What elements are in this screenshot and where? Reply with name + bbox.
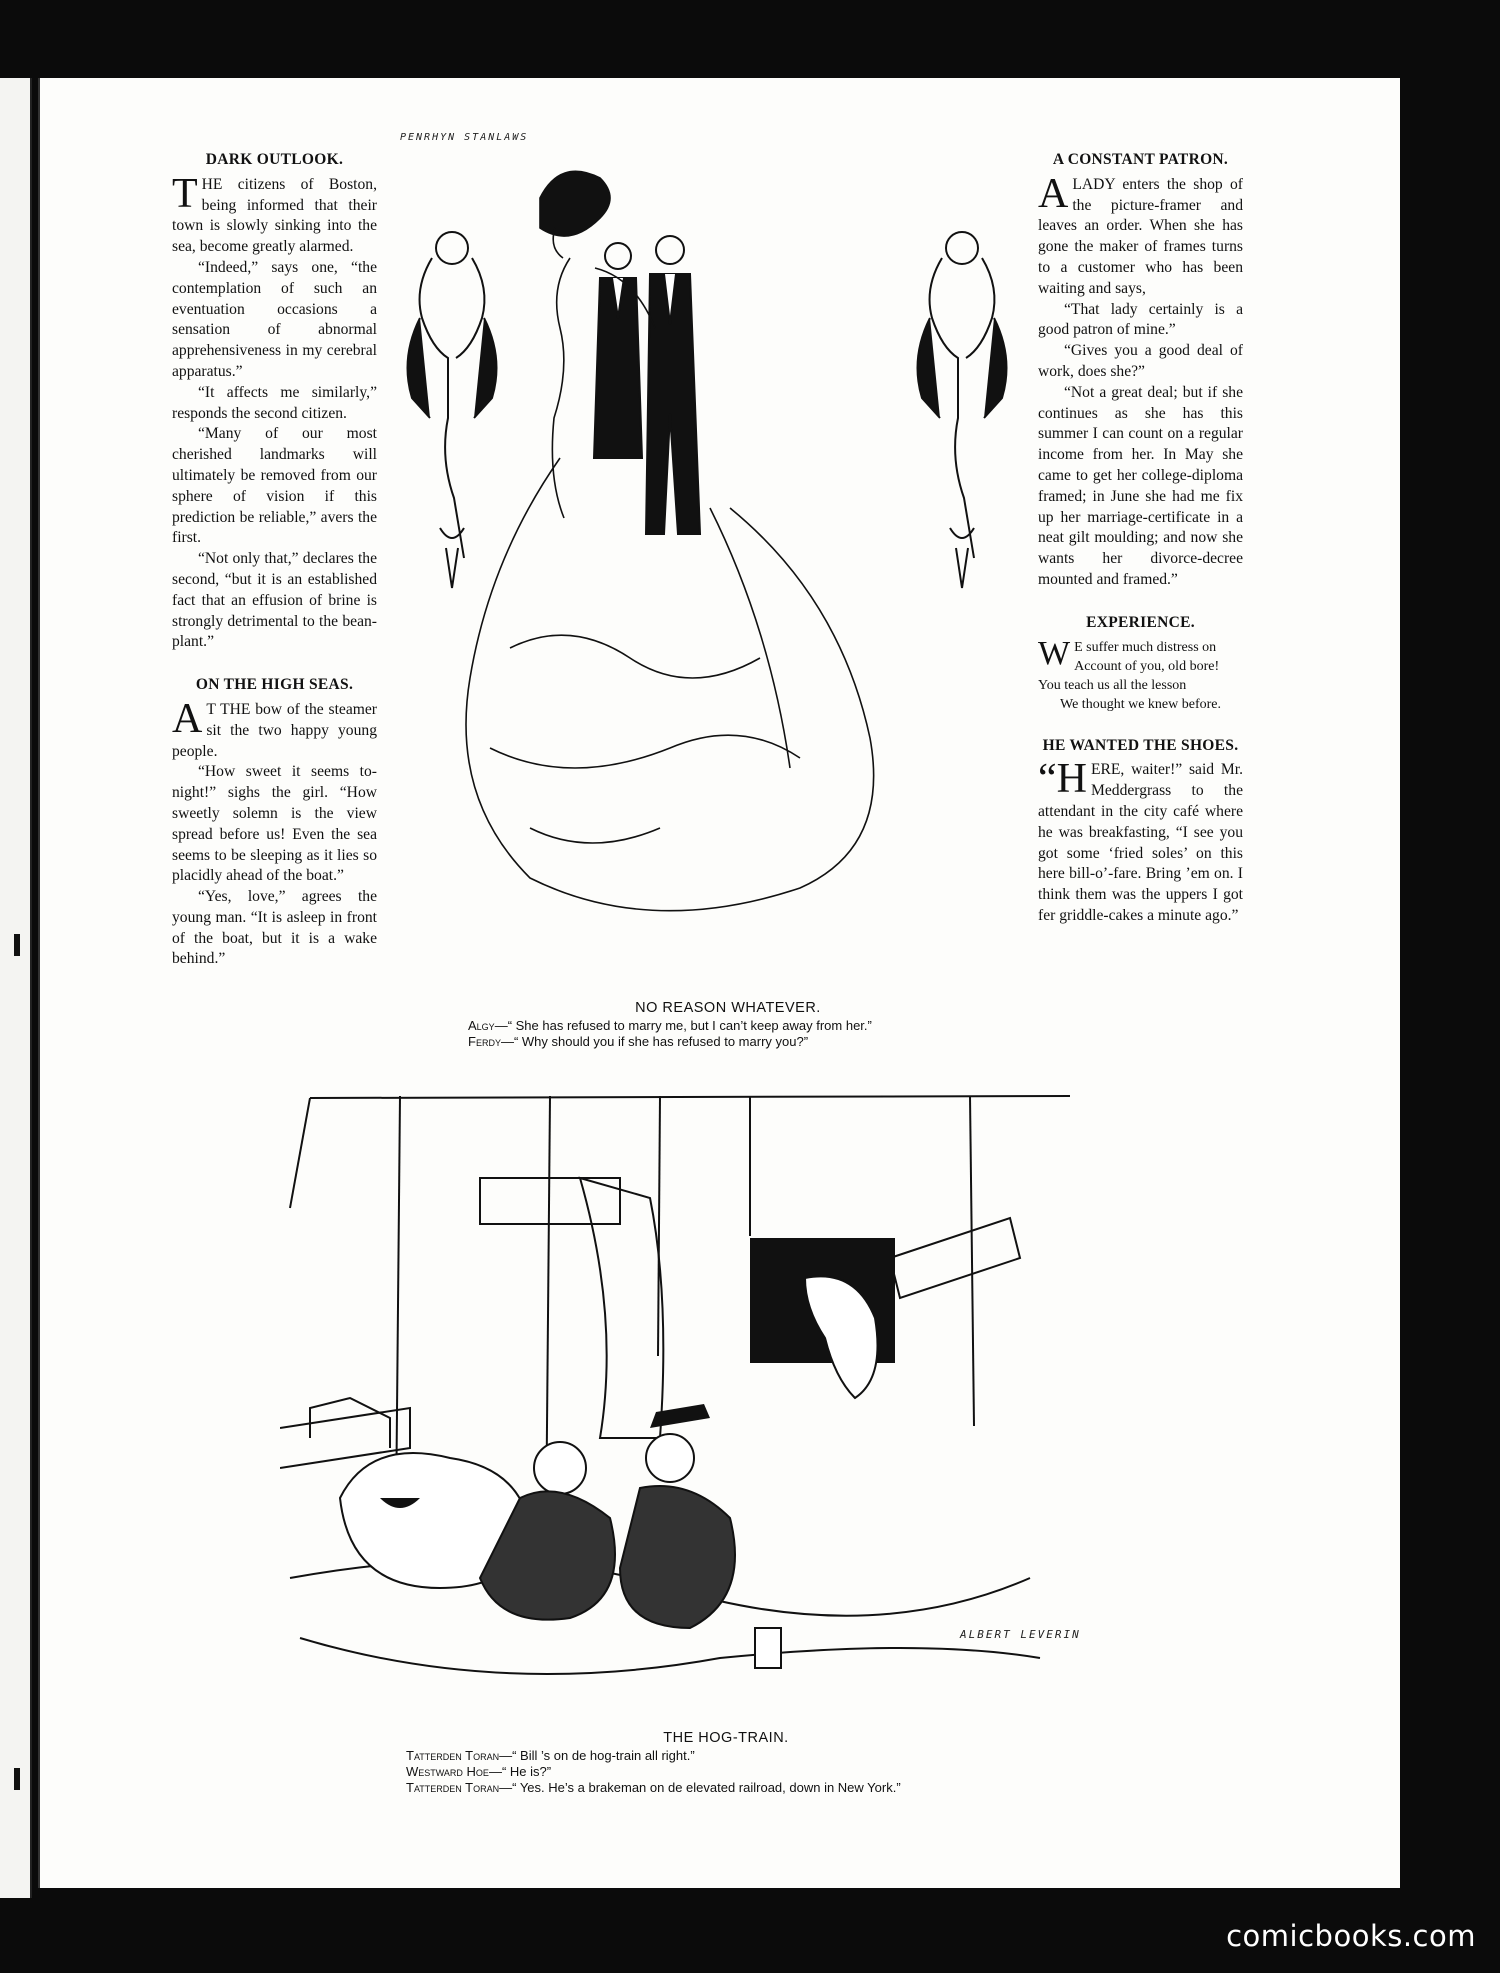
gentlemen [594,236,700,534]
binding-mark [14,934,20,956]
article-title-dark-outlook: DARK OUTLOOK. [205,151,344,168]
article-paragraph: A T THE bow of the steamer sit the two happy young people. [172,695,377,760]
wall-figure-right [918,232,1007,588]
binding-spine [0,78,32,1898]
tramp-hat [650,1404,710,1428]
article-paragraph: ALADY enters the shop of the picture-framer and leaves an order. When she has gone the maker of frames turns to a customer who has been waiting and says, [1038,170,1243,297]
wall-figure-left [408,232,497,588]
article-paragraph: “It affects me similarly,” responds the second citizen. [172,383,377,422]
caption-title: THE HOG-TRAIN. [663,1730,789,1746]
stable-scene-drawing [280,1078,1080,1718]
magazine-page [38,78,1400,1888]
leaning-board [580,1178,663,1438]
speaker-line: —“ Bill ’s on de hog-train all right.” [499,1748,695,1763]
artist-signature: ALBERT LEVERING [960,1628,1080,1641]
article-paragraph: “That lady certainly is a good patron of mine.” [1038,300,1243,339]
speaker-name: Tatterden Toran [406,1780,500,1795]
drop-cap: W [1038,634,1071,672]
article-paragraph: THE citizens of Boston, being informed that their town is slowly sinking into the sea, become greatly alarmed. [172,170,377,256]
left-column [172,150,377,970]
speaker-line: —“ He is?” [488,1764,552,1779]
speaker-name: Tatterden Toran [406,1748,500,1763]
article-paragraph: “Not only that,” declares the second, “but it is an established fact that an effusion of brine is strongly detrimental to the bean-plant.” [172,550,377,651]
article-title-high-seas: ON THE HIGH SEAS. [195,676,354,694]
article-paragraph: “HERE, waiter!” said Mr. Meddergrass to the attendant in the city café where he was breakfasting, “I see you got some ‘fried soles’ on this here bill-o’-fare. Bring ’em on. I think them was the uppers I got fer griddle-cakes a minute ago.” [1038,756,1243,924]
caption-line [468,1018,988,1034]
poem-line: W E suffer much distress on [1038,634,1217,672]
drop-cap: “H [1038,756,1087,803]
speaker-name: Westward Hoe [406,1764,489,1779]
article-paragraph: “Yes, love,” agrees the young man. “It is asleep in front of the boat, but it is a wake behind.” [172,888,377,968]
poem [1038,634,1243,714]
stable-roofline [310,1096,1070,1098]
site-watermark: comicbooks.com [1226,1919,1476,1953]
tin-can [755,1628,781,1668]
article-paragraph: “Gives you a good deal of work, does she?” [1038,342,1243,380]
tramp-head-right [646,1434,694,1482]
drop-cap: T [172,170,198,217]
article-title-experience: EXPERIENCE. [1086,613,1195,631]
article-paragraph: “How sweet it seems to-night!” sighs the girl. “How sweetly solemn is the view spread before us! Even the sea seems to be sleeping as it lies so placidly ahead of the boat.” [172,763,377,885]
speaker-line: —“ Why should you if she has refused to marry you?” [500,1034,809,1049]
caption-hog-train [406,1730,1046,1796]
speaker-name: Algy [468,1018,495,1033]
hog-train-illustration [280,1078,1080,1718]
article-paragraph: “Not a great deal; but if she continues as she has this summer I can count on a regular income from her. In May she came to get her college-diploma framed; in June she had me fix up her marriage-certificate in a neat gilt moulding; and now she wants her divorce-decree mounted and framed.” [1038,383,1243,588]
caption-line [406,1748,1046,1764]
speaker-name: Ferdy [468,1034,501,1049]
speaker-line: —“ Yes. He’s a brakeman on de elevated railroad, down in New York.” [499,1780,901,1795]
binding-mark [14,1768,20,1790]
caption-line [468,1034,988,1050]
tramp-body-right [620,1486,735,1628]
poem-line: We thought we knew before. [1060,696,1221,712]
window-shutter [890,1218,1020,1298]
article-title-constant-patron: A CONSTANT PATRON. [1052,151,1229,168]
ball-scene-drawing [380,128,1030,1038]
caption-title: NO REASON WHATEVER. [635,1000,821,1016]
caption-line [406,1780,1046,1796]
distant-house [310,1398,390,1448]
tramp-head-left [534,1442,586,1494]
article-paragraph: “Many of our most cherished landmarks will ultimately be removed from our sphere of vision if this prediction be reliable,” avers the first. [172,425,377,547]
artist-signature: PENRHYN STANLAWS [400,132,529,143]
caption-no-reason [468,1000,988,1050]
caption-line [406,1764,1046,1780]
drop-cap: A [172,695,203,742]
speaker-line: —“ She has refused to marry me, but I can’t keep away from her.” [494,1018,872,1033]
article-title-wanted-shoes: HE WANTED THE SHOES. [1042,736,1239,754]
right-column [1038,150,1243,927]
poem-line: You teach us all the lesson [1038,677,1187,693]
article-paragraph: “Indeed,” says one, “the contemplation of such an eventuation occasions a sensation of abnormal apprehensiveness in my cerebral apparatus.” [172,258,377,380]
drop-cap: A [1038,170,1069,217]
gown-illustration [380,128,1030,1038]
poem-line: Account of you, old bore! [1074,658,1220,674]
